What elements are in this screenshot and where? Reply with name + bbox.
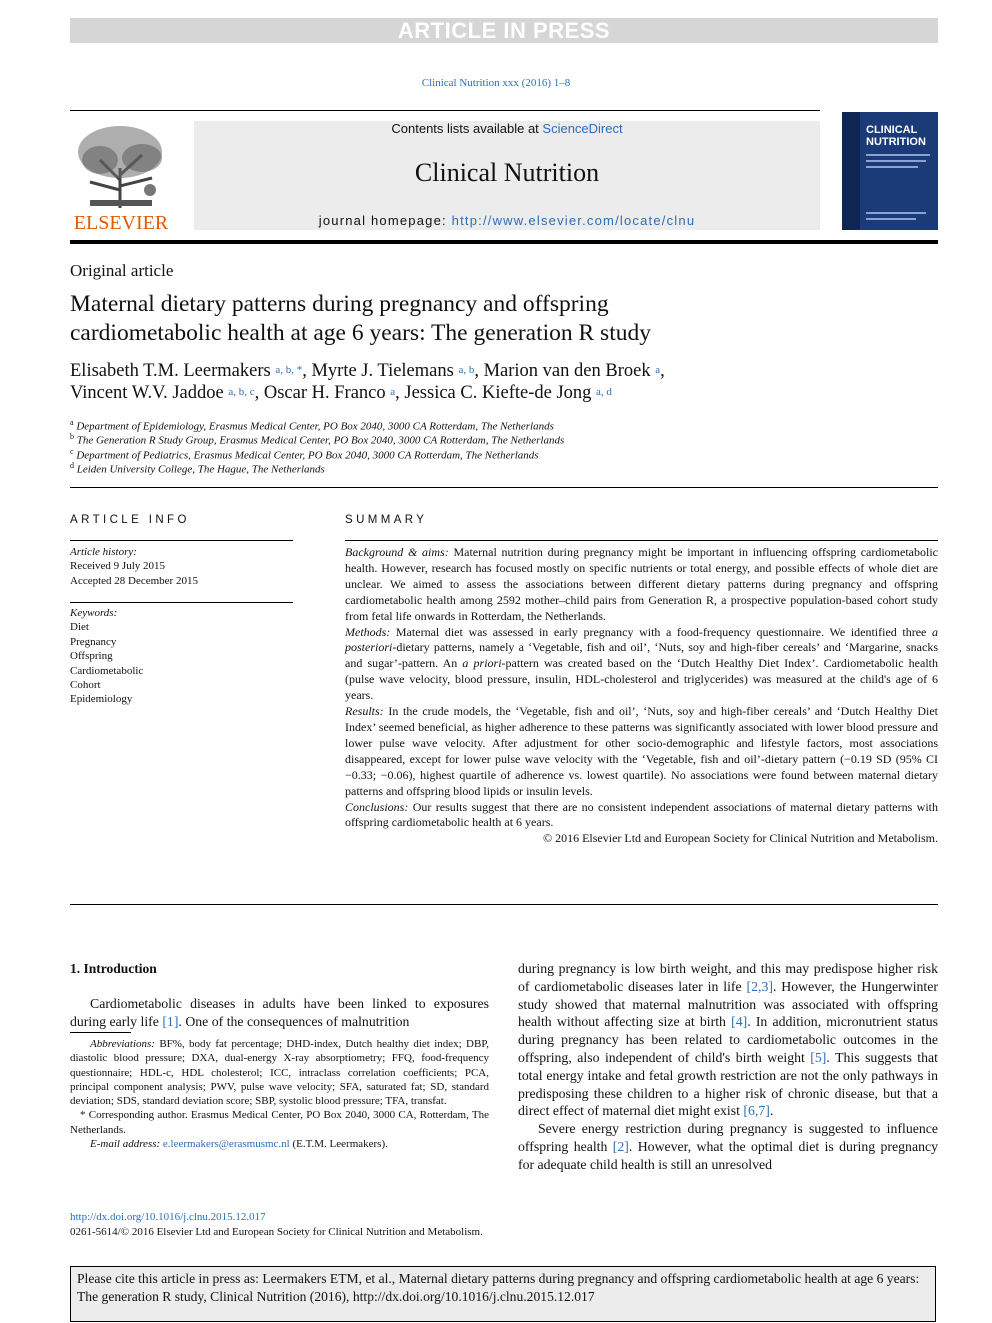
journal-title: Clinical Nutrition <box>414 158 600 187</box>
intro-right-column <box>518 960 938 1174</box>
article-title-line2: cardiometabolic health at age 6 years: The generation R study <box>70 320 651 346</box>
author-affil-sup[interactable]: a, b, * <box>275 364 303 376</box>
intro-paragraph <box>518 1120 938 1173</box>
affiliation-key: a <box>70 418 74 427</box>
intro-text: Cardiometabolic diseases in adults have been linked to exposures during early life <box>70 996 489 1029</box>
header-top-rule <box>70 110 820 111</box>
results-label: Results: <box>345 704 384 719</box>
cover-stripe <box>866 218 916 220</box>
methods-italic: a posteriori <box>345 624 938 655</box>
received-date: Received 9 July 2015 <box>70 560 166 573</box>
corresponding-footnote: * Corresponding author. Erasmus Medical Center, PO Box 2040, 3000 CA, Rotterdam, The Netherlands. <box>70 1109 489 1136</box>
keyword: Cohort <box>70 679 101 692</box>
author-name: Myrte J. Tielemans <box>311 361 454 381</box>
cover-stripe <box>866 166 918 168</box>
affiliations-rule <box>70 487 938 488</box>
author-affil-sup[interactable]: a <box>655 364 661 376</box>
journal-cover-thumbnail <box>842 112 938 230</box>
keywords-rule <box>70 602 293 603</box>
contents-prefix: Contents lists available at <box>391 121 543 136</box>
author-separator: , <box>254 383 264 403</box>
introduction-heading: 1. Introduction <box>70 961 157 976</box>
conclusions-text: Our results suggest that there are no consistent independent associations of maternal dietary patterns with offspring cardiometabolic health at 6 years. <box>345 799 938 830</box>
intro-text: . <box>769 1103 774 1119</box>
email-suffix: (E.T.M. Leermakers). <box>289 1138 388 1151</box>
affiliation-text: Department of Pediatrics, Erasmus Medical Center, PO Box 2040, 3000 CA Rotterdam, The Netherlands <box>76 449 539 462</box>
article-in-press-banner: ARTICLE IN PRESS <box>70 18 938 43</box>
author-list <box>70 360 930 404</box>
cover-stripe <box>866 212 926 214</box>
reference-link[interactable]: [6,7] <box>743 1103 770 1119</box>
author-separator: , <box>660 361 665 381</box>
summary-methods <box>345 625 938 705</box>
accepted-date: Accepted 28 December 2015 <box>70 574 198 587</box>
elsevier-logo-text: ELSEVIER <box>73 212 169 232</box>
background-text: Maternal nutrition during pregnancy might be important in influencing offspring cardiometabolic health. However, research has focused mostly on specific nutrients or total energy, and possible effects of whole diet are unclear. We aimed to assess the associations between different dietary patterns during pregnancy and offspring cardiometabolic health among 2592 mother–child pairs from Generation R, a prospective population-based cohort study from fetal life onwards in Rotterdam, the Netherlands. <box>345 545 938 623</box>
sciencedirect-link[interactable]: ScienceDirect <box>542 121 623 136</box>
article-title-line1: Maternal dietary patterns during pregnancy and offspring <box>70 291 609 317</box>
email-footnote <box>70 1137 489 1151</box>
summary-results <box>345 704 938 799</box>
summary-background <box>345 545 938 625</box>
issn-line: 0261-5614/© 2016 Elsevier Ltd and European Society for Clinical Nutrition and Metabolism. <box>70 1226 483 1238</box>
author-name: Oscar H. Franco <box>263 383 386 403</box>
author-affil-sup[interactable]: a, b <box>458 364 475 376</box>
article-type: Original article <box>70 261 174 280</box>
article-history <box>70 545 293 588</box>
author-name: Vincent W.V. Jaddoe <box>70 383 224 403</box>
cite-this-article-box: Please cite this article in press as: Leermakers ETM, et al., Maternal dietary patterns during pregnancy and offspring cardiometabolic health at age 6 years: The generation R study, Clinical Nutrition (2016), http://dx.doi.org/10.1016/j.clnu.2015.12.017 <box>70 1266 936 1322</box>
keyword: Offspring <box>70 650 113 663</box>
intro-text: . One of the consequences of malnutrition <box>178 1013 410 1029</box>
author-separator: , <box>395 383 405 403</box>
footnote-rule <box>70 1032 131 1033</box>
elsevier-logo <box>70 120 172 232</box>
summary-text <box>345 545 938 847</box>
cover-spine <box>842 112 860 230</box>
doi-link[interactable]: http://dx.doi.org/10.1016/j.clnu.2015.12.017 <box>70 1211 266 1223</box>
methods-italic: a priori <box>462 656 502 671</box>
cover-stripe <box>866 160 926 162</box>
cover-title <box>866 124 926 148</box>
email-link[interactable]: e.leermakers@erasmusmc.nl <box>162 1138 290 1151</box>
methods-text: Maternal diet was assessed in early pregnancy with a food-frequency questionnaire. We identified three <box>390 624 932 639</box>
history-label: Article history: <box>70 546 137 558</box>
summary-heading: SUMMARY <box>345 514 428 526</box>
affiliation <box>70 459 930 477</box>
summary-conclusions <box>345 800 938 832</box>
intro-text: . However, the Hungerwinter study showed that maternal malnutrition was associated with offspring health without affecting size at birth <box>518 978 938 1030</box>
cover-title-line2: NUTRITION <box>866 136 926 148</box>
reference-link[interactable]: [5] <box>810 1049 827 1065</box>
intro-text: . In addition, micronutrient status during pregnancy has been related to cardiometabolic outcomes in the offspring, also independent of child's birth weight <box>518 1014 938 1065</box>
affiliation-key: c <box>70 447 74 456</box>
author-affil-sup[interactable]: a, d <box>596 386 612 398</box>
article-info-rule <box>70 540 293 541</box>
keyword: Diet <box>70 621 89 634</box>
keywords-label: Keywords: <box>70 607 118 619</box>
results-text: In the crude models, the ‘Vegetable, fish and oil’, ‘Nuts, soy and high-fiber cereals’ and ‘Dutch Healthy Diet Index’ seemed beneficial, as higher adherence to these patterns was significantly associated with lower blood pressure and lower pulse wave velocity. After adjustment for other socio-demographic and lifestyle factors, most associations disappeared, except for lower pulse wave velocity with the ‘Vegetable, fish and oil’-dietary pattern (−0.19 SD (95% CI −0.33; −0.06), highest quartile of adherence vs. lowest quartile). No associations were found between maternal dietary patterns and offspring blood lipids or insulin levels. <box>345 704 938 798</box>
summary-copyright: © 2016 Elsevier Ltd and European Society for Clinical Nutrition and Metabolism. <box>542 831 938 846</box>
intro-text: Severe energy restriction during pregnancy is suggested to influence offspring health <box>518 1121 938 1154</box>
methods-label: Methods: <box>345 624 391 639</box>
keyword: Cardiometabolic <box>70 664 144 677</box>
keywords-block <box>70 606 293 707</box>
homepage-link[interactable]: http://www.elsevier.com/locate/clnu <box>451 213 696 228</box>
homepage-prefix: journal homepage: <box>318 213 452 228</box>
summary-rule <box>345 540 938 541</box>
reference-link[interactable]: [2,3] <box>746 978 773 994</box>
summary-bottom-rule <box>70 904 938 905</box>
affiliation-text: Leiden University College, The Hague, The Netherlands <box>76 463 325 476</box>
header-thick-rule <box>70 240 938 244</box>
footnotes <box>70 1037 489 1151</box>
methods-text: -dietary patterns, namely a ‘Vegetable, fish and oil’, ‘Nuts, soy and high-fiber cereals’ and ‘Margarine, snacks and sugar’-pattern. An <box>345 640 938 671</box>
methods-text: -pattern was created based on the ‘Dutch Healthy Diet Index’. Cardiometabolic health (pulse wave velocity, blood pressure, insulin, HDL-cholesterol and triglycerides) was measured at the child's age of 6 years. <box>345 656 938 703</box>
abbreviations-footnote <box>70 1037 489 1108</box>
keyword: Pregnancy <box>70 635 117 648</box>
contents-line <box>194 121 820 136</box>
author-separator: , <box>474 361 484 381</box>
abbreviations-text: BF%, body fat percentage; DHD-index, Dutch healthy diet index; DBP, diastolic blood pressure; DXA, dual-energy X-ray absorptiometry; FFQ, food-frequency questionnaire; HDL-c, HDL cholesterol; ICC, intraclass correlation coefficients; PCA, principal component analysis; PWV, pulse wave velocity; SFA, saturated fat; SD, standard deviation; SDS, standard deviation score; SBP, systolic blood pressure; TFA, transfat. <box>70 1038 489 1108</box>
affiliation-key: b <box>70 432 74 441</box>
journal-homepage <box>194 213 820 228</box>
article-info-heading: ARTICLE INFO <box>70 514 190 526</box>
intro-paragraph <box>70 995 489 1031</box>
reference-link[interactable]: [1] <box>162 1013 179 1029</box>
affiliation-text: Department of Epidemiology, Erasmus Medical Center, PO Box 2040, 3000 CA Rotterdam, The Netherlands <box>76 420 554 433</box>
background-label: Background & aims: <box>345 545 449 559</box>
affiliation-text: The Generation R Study Group, Erasmus Medical Center, PO Box 2040, 3000 CA Rotterdam, The Netherlands <box>76 434 565 447</box>
journal-citation-line[interactable]: Clinical Nutrition xxx (2016) 1–8 <box>421 77 571 89</box>
author-separator: , <box>302 361 312 381</box>
intro-text: during pregnancy is low birth weight, and this may predispose higher risk of cardiometabolic diseases later in life <box>518 961 938 994</box>
abbreviations-label: Abbreviations: <box>90 1038 155 1050</box>
conclusions-label: Conclusions: <box>345 799 409 814</box>
intro-left-column <box>70 995 489 1031</box>
author-affil-sup[interactable]: a, b, c <box>228 386 255 398</box>
author-name: Marion van den Broek <box>483 361 651 381</box>
author-affil-sup[interactable]: a <box>390 386 396 398</box>
intro-text: . This suggests that total energy intake and fetal growth restriction are not the only pathways in predisposing these children to a higher risk of chronic disease, but that a direct effect of maternal diet might exist <box>518 1049 938 1119</box>
reference-link[interactable]: [4] <box>731 1014 748 1030</box>
cover-stripe <box>866 154 930 156</box>
author-name: Elisabeth T.M. Leermakers <box>70 361 271 381</box>
reference-link[interactable]: [2] <box>612 1138 629 1154</box>
email-label: E-mail address: <box>90 1138 161 1151</box>
intro-paragraph <box>518 960 938 1120</box>
cover-title-line1: CLINICAL <box>866 124 918 136</box>
affiliation-key: d <box>70 461 74 470</box>
author-name: Jessica C. Kiefte-de Jong <box>404 383 592 403</box>
article-title <box>70 290 930 348</box>
intro-text: . However, what the optimal diet is during pregnancy for adequate child health is still an unresolved <box>518 1138 938 1172</box>
keyword: Epidemiology <box>70 693 133 706</box>
